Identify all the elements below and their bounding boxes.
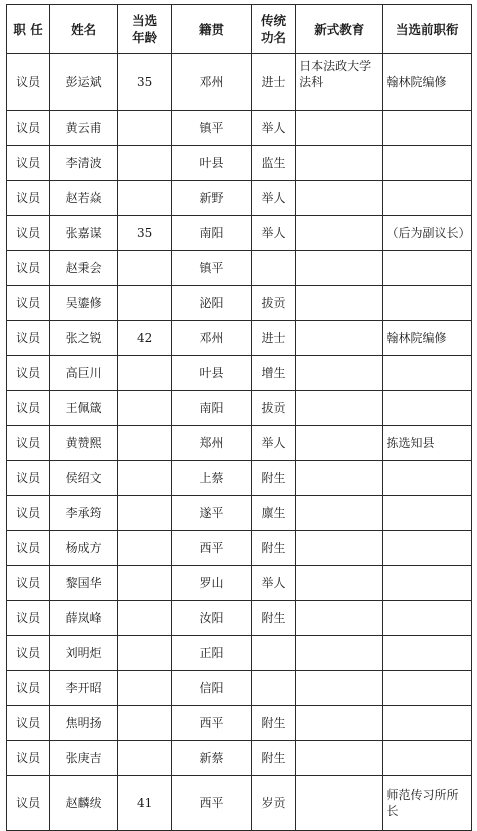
cell-position: 议员 [7, 741, 50, 776]
cell-traditional-degree: 增生 [251, 356, 295, 391]
cell-traditional-degree [251, 636, 295, 671]
cell-modern-education [296, 251, 383, 286]
cell-name: 李清波 [50, 146, 118, 181]
cell-native-place: 新蔡 [172, 741, 252, 776]
table-row [7, 54, 472, 111]
cell-prior-title [383, 356, 472, 391]
cell-age [118, 531, 172, 566]
table-row [7, 636, 472, 671]
cell-prior-title: 翰林院编修 [383, 321, 472, 356]
cell-name: 杨成方 [50, 531, 118, 566]
cell-traditional-degree: 附生 [251, 706, 295, 741]
cell-position: 议员 [7, 321, 50, 356]
table-row [7, 146, 472, 181]
cell-age [118, 111, 172, 146]
table-row [7, 111, 472, 146]
cell-age: 35 [118, 54, 172, 111]
cell-position: 议员 [7, 251, 50, 286]
cell-age [118, 181, 172, 216]
cell-position: 议员 [7, 496, 50, 531]
cell-native-place: 西平 [172, 531, 252, 566]
cell-modern-education [296, 566, 383, 601]
table-row [7, 181, 472, 216]
header-prior-title: 当选前职衔 [383, 5, 472, 54]
cell-native-place: 镇平 [172, 111, 252, 146]
table-row [7, 426, 472, 461]
table-row [7, 741, 472, 776]
table-body [7, 54, 472, 831]
cell-prior-title [383, 286, 472, 321]
cell-native-place: 南阳 [172, 216, 252, 251]
cell-prior-title [383, 601, 472, 636]
cell-name: 李开昭 [50, 671, 118, 706]
cell-age: 35 [118, 216, 172, 251]
cell-age [118, 636, 172, 671]
cell-name: 侯绍文 [50, 461, 118, 496]
cell-traditional-degree: 举人 [251, 426, 295, 461]
cell-traditional-degree: 拔贡 [251, 391, 295, 426]
cell-traditional-degree: 附生 [251, 461, 295, 496]
cell-modern-education [296, 461, 383, 496]
cell-native-place: 叶县 [172, 146, 252, 181]
cell-prior-title [383, 111, 472, 146]
cell-modern-education [296, 321, 383, 356]
cell-native-place: 南阳 [172, 391, 252, 426]
cell-native-place: 郑州 [172, 426, 252, 461]
cell-traditional-degree: 附生 [251, 531, 295, 566]
cell-native-place: 遂平 [172, 496, 252, 531]
cell-position: 议员 [7, 356, 50, 391]
cell-prior-title [383, 251, 472, 286]
cell-modern-education [296, 181, 383, 216]
cell-prior-title [383, 636, 472, 671]
cell-name: 赵若焱 [50, 181, 118, 216]
cell-position: 议员 [7, 216, 50, 251]
cell-prior-title [383, 706, 472, 741]
cell-traditional-degree: 举人 [251, 111, 295, 146]
cell-prior-title [383, 566, 472, 601]
cell-traditional-degree: 岁贡 [251, 776, 295, 831]
cell-prior-title: （后为副议长） [383, 216, 472, 251]
table-row [7, 706, 472, 741]
cell-age [118, 566, 172, 601]
cell-native-place: 邓州 [172, 321, 252, 356]
cell-age: 41 [118, 776, 172, 831]
cell-native-place: 新野 [172, 181, 252, 216]
cell-traditional-degree: 举人 [251, 181, 295, 216]
cell-traditional-degree: 举人 [251, 566, 295, 601]
cell-traditional-degree: 举人 [251, 216, 295, 251]
cell-prior-title [383, 741, 472, 776]
cell-name: 王佩箴 [50, 391, 118, 426]
header-position: 职 任 [7, 5, 50, 54]
cell-name: 黄云甫 [50, 111, 118, 146]
cell-age [118, 741, 172, 776]
cell-modern-education [296, 496, 383, 531]
cell-modern-education: 日本法政大学法科 [296, 54, 383, 111]
cell-native-place: 叶县 [172, 356, 252, 391]
cell-native-place: 上蔡 [172, 461, 252, 496]
cell-name: 赵麟绂 [50, 776, 118, 831]
cell-position: 议员 [7, 566, 50, 601]
cell-position: 议员 [7, 706, 50, 741]
cell-name: 吴鎏修 [50, 286, 118, 321]
cell-modern-education [296, 601, 383, 636]
table-header-row [7, 5, 472, 54]
cell-modern-education [296, 706, 383, 741]
cell-position: 议员 [7, 636, 50, 671]
cell-modern-education [296, 741, 383, 776]
cell-age: 42 [118, 321, 172, 356]
table-row [7, 391, 472, 426]
cell-name: 黄赞熙 [50, 426, 118, 461]
cell-prior-title [383, 391, 472, 426]
cell-modern-education [296, 391, 383, 426]
cell-native-place: 罗山 [172, 566, 252, 601]
cell-traditional-degree [251, 671, 295, 706]
cell-position: 议员 [7, 671, 50, 706]
cell-age [118, 601, 172, 636]
cell-position: 议员 [7, 426, 50, 461]
cell-prior-title: 师范传习所所长 [383, 776, 472, 831]
cell-name: 焦明扬 [50, 706, 118, 741]
cell-prior-title: 翰林院编修 [383, 54, 472, 111]
cell-traditional-degree: 进士 [251, 321, 295, 356]
cell-age [118, 426, 172, 461]
cell-modern-education [296, 636, 383, 671]
cell-traditional-degree [251, 251, 295, 286]
cell-name: 赵秉会 [50, 251, 118, 286]
table-row [7, 356, 472, 391]
cell-native-place: 汝阳 [172, 601, 252, 636]
cell-name: 黎国华 [50, 566, 118, 601]
cell-native-place: 西平 [172, 776, 252, 831]
cell-position: 议员 [7, 286, 50, 321]
table-row [7, 321, 472, 356]
cell-age [118, 706, 172, 741]
cell-prior-title [383, 146, 472, 181]
cell-modern-education [296, 286, 383, 321]
cell-position: 议员 [7, 776, 50, 831]
cell-prior-title [383, 461, 472, 496]
cell-age [118, 251, 172, 286]
cell-age [118, 671, 172, 706]
cell-name: 薛岚峰 [50, 601, 118, 636]
table-row [7, 461, 472, 496]
cell-native-place: 镇平 [172, 251, 252, 286]
cell-native-place: 西平 [172, 706, 252, 741]
cell-name: 李承筠 [50, 496, 118, 531]
header-age: 当选 年龄 [118, 5, 172, 54]
table-row [7, 566, 472, 601]
cell-prior-title: 拣选知县 [383, 426, 472, 461]
cell-age [118, 146, 172, 181]
cell-position: 议员 [7, 531, 50, 566]
cell-native-place: 邓州 [172, 54, 252, 111]
cell-modern-education [296, 146, 383, 181]
table-row [7, 216, 472, 251]
cell-modern-education [296, 426, 383, 461]
cell-name: 彭运斌 [50, 54, 118, 111]
cell-modern-education [296, 111, 383, 146]
cell-age [118, 461, 172, 496]
cell-position: 议员 [7, 146, 50, 181]
cell-prior-title [383, 181, 472, 216]
table-row [7, 286, 472, 321]
cell-prior-title [383, 531, 472, 566]
cell-modern-education [296, 531, 383, 566]
table-row [7, 601, 472, 636]
cell-modern-education [296, 671, 383, 706]
cell-name: 张嘉谋 [50, 216, 118, 251]
cell-modern-education [296, 356, 383, 391]
cell-native-place: 正阳 [172, 636, 252, 671]
cell-prior-title [383, 671, 472, 706]
cell-age [118, 356, 172, 391]
cell-name: 张庚吉 [50, 741, 118, 776]
cell-traditional-degree: 监生 [251, 146, 295, 181]
table-row [7, 776, 472, 831]
cell-position: 议员 [7, 461, 50, 496]
cell-position: 议员 [7, 391, 50, 426]
cell-traditional-degree: 进士 [251, 54, 295, 111]
cell-traditional-degree: 附生 [251, 601, 295, 636]
cell-age [118, 286, 172, 321]
cell-name: 张之锐 [50, 321, 118, 356]
table-row [7, 531, 472, 566]
header-native-place: 籍贯 [172, 5, 252, 54]
header-name: 姓名 [50, 5, 118, 54]
header-modern-education: 新式教育 [296, 5, 383, 54]
table-row [7, 251, 472, 286]
cell-age [118, 391, 172, 426]
council-members-table [6, 4, 472, 831]
cell-name: 高巨川 [50, 356, 118, 391]
cell-native-place: 泌阳 [172, 286, 252, 321]
cell-position: 议员 [7, 54, 50, 111]
header-traditional-degree: 传统 功名 [251, 5, 295, 54]
cell-modern-education [296, 216, 383, 251]
cell-name: 刘明炬 [50, 636, 118, 671]
member-table-page [6, 4, 472, 831]
cell-position: 议员 [7, 601, 50, 636]
cell-modern-education [296, 776, 383, 831]
cell-prior-title [383, 496, 472, 531]
cell-native-place: 信阳 [172, 671, 252, 706]
cell-traditional-degree: 附生 [251, 741, 295, 776]
cell-traditional-degree: 廪生 [251, 496, 295, 531]
cell-position: 议员 [7, 111, 50, 146]
cell-age [118, 496, 172, 531]
table-row [7, 671, 472, 706]
cell-traditional-degree: 拔贡 [251, 286, 295, 321]
cell-position: 议员 [7, 181, 50, 216]
table-row [7, 496, 472, 531]
